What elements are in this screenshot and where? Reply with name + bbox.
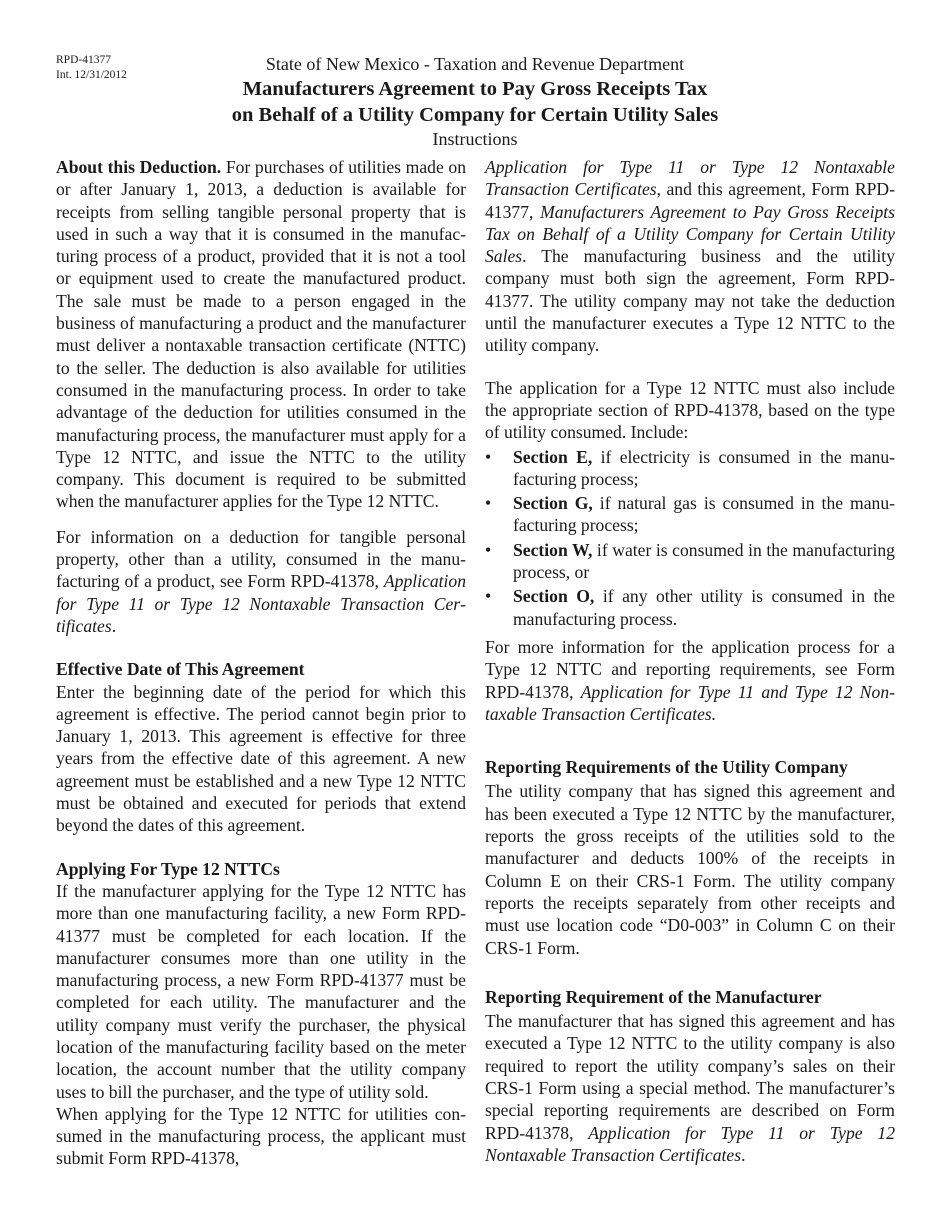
section-text: if water is consumed in the manufacturing process, or [513, 539, 895, 583]
list-item [485, 585, 895, 630]
applying-para2-end: . The manufacturing business and the utility company must both sign the agreement, Form RPD-41377. The utility company may not take the deduction until the manufacturer executes a Type 12 NTTC to the utility company. [485, 246, 895, 356]
section-list [485, 446, 895, 630]
agency-name: State of New Mexico - Taxation and Revenue Department [265, 54, 685, 74]
section-label: Section O, [513, 586, 595, 607]
applying-paragraph-2-start [56, 1103, 466, 1170]
effective-date-heading: Effective Date of This Agreement [56, 659, 305, 680]
more-info-text: For more information for the application process for a Type 12 NTTC and reporting requirements, see Form RPD-41378, [485, 636, 895, 702]
section-label: Section W, [513, 539, 593, 560]
manufacturer-reporting-text: The manufacturer that has signed this agreement and has executed a Type 12 NTTC to the utility company is also required to report the utility company’s sales on their CRS-1 Form using a special method. The manufacturer’s special reporting requirements are described on Form RPD-41378, [485, 1011, 895, 1143]
document-title-line-2: on Behalf of a Utility Company for Certain Utility Sales [231, 104, 719, 126]
applying-form-title-1: Application for Type 11 or Type 12 Nontaxable Transaction Certificates [485, 157, 895, 200]
right-column [485, 156, 895, 1179]
section-label: Section E, [513, 446, 593, 467]
more-info-paragraph [485, 636, 895, 725]
applying-heading: Applying For Type 12 NTTCs [56, 858, 280, 879]
about-deduction-body: For purchases of utilities made on or after January 1, 2013, a deduction is available for receipts from selling tangible personal property that is used in such a way that it is consumed in the manufacturing process of a product, provided that it is not a tool or equipment used to create the manufactured product. The sale must be made to a person engaged in the business of manufacturing a product and the manufacturer must deliver a nontaxable transaction certificate (NTTC) to the seller. The deduction is also available for utilities consumed in the manufacturing process. In order to take advantage of the deduction for utilities consumed in the manufacturing process, the manufacturer must apply for a Type 12 NTTC, and issue the NTTC to the utility company. This document is required to be submitted when the manufacturer applies for the Type 12 NTTC. [56, 157, 466, 512]
list-item [485, 492, 895, 537]
manufacturer-reporting-body [485, 1010, 895, 1166]
utility-reporting-body: The utility company that has signed this agreement and has been executed a Type 12 NTTC by the manufacturer, reports the gross receipts of the utilities sold to the manufacturer and deducts 100% of the receipts in Column E on their CRS-1 Form. The utility company reports the receipts separately from other receipts and must use location code “D0-003” in Column C on their CRS-1 Form. [485, 781, 895, 958]
list-item [485, 446, 895, 491]
section-text: if electricity is consumed in the manufacturing process; [513, 446, 895, 489]
application-intro: The application for a Type 12 NTTC must also include the appropriate section of RPD-41378, based on the type of utility consumed. Include: [485, 377, 895, 443]
info-text: For information on a deduction for tangible personal property, other than a utility, consumed in the manufacturing of a product, see Form RPD-41378, [56, 526, 466, 592]
manufacturer-reporting-end: . [741, 1144, 746, 1165]
document-title-line-1: Manufacturers Agreement to Pay Gross Receipts Tax [242, 78, 708, 100]
more-info-form-title: Application for Type 11 and Type 12 Nontaxable Transaction Certificates. [485, 681, 895, 724]
applying-para2-mid: , and this agreement, Form RPD-41377, [485, 179, 895, 222]
list-item [485, 539, 895, 584]
document-subtitle: Instructions [432, 129, 518, 149]
manufacturer-reporting-form-title: Application for Type 11 or Type 12 Nontaxable Transaction Certificates [485, 1122, 895, 1165]
about-deduction-heading: About this Deduction. [56, 157, 222, 177]
about-deduction-paragraph [56, 156, 466, 513]
applying-form-title-2: Manufacturers Agreement to Pay Gross Receipts Tax on Behalf of a Utility Company for Certain Utility Sales [485, 201, 896, 267]
section-text: if any other utility is consumed in the manufacturing process. [513, 586, 895, 629]
applying-body: If the manufacturer applying for the Type 12 NTTC has more than one manufacturing facility, a new Form RPD-41377 must be completed for each location. If the manufacturer consumes more than one utility in the manufacturing process, a new Form RPD-41377 must be completed for each utility. The manufacturer and the utility company must verify the purchaser, the physical location of the manufacturing facility based on the meter location, the account number that the utility company uses to bill the purchaser, and the type of utility sold. [56, 880, 466, 1102]
page-header [0, 52, 950, 150]
manufacturer-reporting-heading: Reporting Requirement of the Manufacturer [485, 986, 822, 1007]
left-column [56, 156, 466, 1183]
info-paragraph [56, 526, 466, 637]
applying-para2-text: When applying for the Type 12 NTTC for utilities consumed in the manufacturing process, the applicant must submit Form RPD-41378, [56, 1103, 466, 1169]
info-form-title: Application for Type 11 or Type 12 Nontaxable Transaction Certificates [56, 571, 466, 636]
effective-date-body: Enter the beginning date of the period for which this agreement is effective. The period cannot begin prior to January 1, 2013. This agreement is effective for three years from the effective date of this agreement. A new agreement must be established and a new Type 12 NTTC must be obtained and executed for periods that extend beyond the dates of this agreement. [56, 681, 466, 836]
section-label: Section G, [513, 493, 593, 514]
utility-reporting-heading: Reporting Requirements of the Utility Company [485, 757, 848, 778]
form-number: RPD-41377 [56, 54, 111, 66]
applying-paragraph-2-continued [485, 156, 895, 357]
form-revision: Int. 12/31/2012 [56, 69, 127, 81]
info-end: . [111, 615, 117, 636]
section-text: if natural gas is consumed in the manufacturing process; [513, 493, 895, 536]
